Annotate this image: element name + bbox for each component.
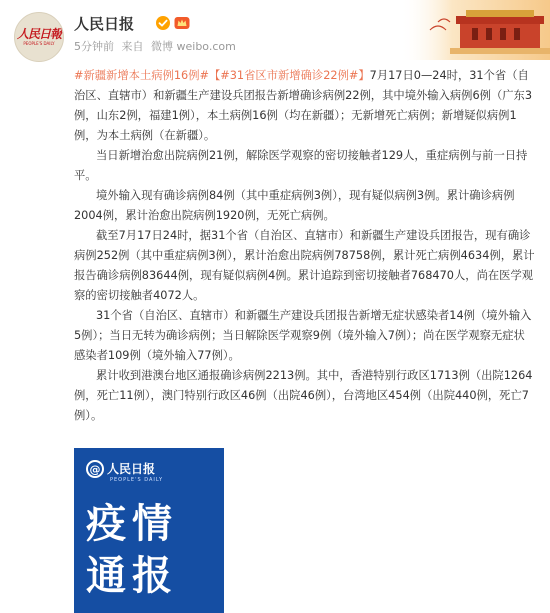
at-icon: @ xyxy=(86,460,104,478)
paragraph-1 xyxy=(74,66,536,146)
paragraph-4: 截至7月17日24时，据31个省（自治区、直辖市）和新疆生产建设兵团报告，现有确诊病例252例（其中重症病例3例），累计治愈出院病例78758例，累计死亡病例4634例，累计报告确诊病例83644例，现有疑似病例4例。累计追踪到密切接触者768470人，尚在医学观察的密切接触者4072人。 xyxy=(74,229,535,302)
avatar-logo-subtext: PEOPLE'S DAILY xyxy=(23,40,55,46)
post-meta xyxy=(74,40,240,54)
vip-crown-icon[interactable] xyxy=(174,15,190,31)
paragraph-5: 31个省（自治区、直辖市）和新疆生产建设兵团报告新增无症状感染者14例（境外输入5例）；当日无转为确诊病例；当日解除医学观察9例（境外输入7例）；尚在医学观察无症状感染者109例（境外输入77例）。 xyxy=(74,309,532,362)
source-prefix: 来自 xyxy=(121,40,144,53)
card-brand-name: 人民日报 xyxy=(107,461,156,476)
card-title-line-1: 疫情 xyxy=(86,501,178,547)
post-text xyxy=(74,66,536,426)
card-brand xyxy=(86,460,155,478)
avatar[interactable] xyxy=(14,12,64,62)
post-source[interactable]: 微博 weibo.com xyxy=(151,40,236,53)
avatar-logo-text: 人民日報 xyxy=(16,26,61,41)
header-banner-decoration xyxy=(400,0,550,60)
paragraph-6: 累计收到港澳台地区通报确诊病例2213例。其中，香港特别行政区1713例（出院1264例，死亡11例），澳门特别行政区46例（出院46例），台湾地区454例（出院440例，死亡7例）。 xyxy=(74,369,533,422)
paragraph-1-text: 7月17日0—24时，31个省（自治区、直辖市）和新疆生产建设兵团报告新增确诊病例22例，其中境外输入病例6例（广东3例，山东2例，福建1例），本土病例16例（均在新疆）；无新增死亡病例；新增疑似病例1例，为本土病例（在新疆）。 xyxy=(74,69,533,142)
epidemic-report-card-image[interactable] xyxy=(74,448,224,613)
post-time[interactable]: 5分钟前 xyxy=(74,40,114,53)
paragraph-2: 当日新增治愈出院病例21例，解除医学观察的密切接触者129人，重症病例与前一日持平。 xyxy=(74,149,528,182)
card-title-line-2: 通报 xyxy=(86,553,178,599)
topic-link-31-provinces[interactable]: 【#31省区市新增确诊22例#】 xyxy=(208,69,370,82)
verified-icon xyxy=(156,16,170,30)
user-name[interactable]: 人民日报 xyxy=(74,15,135,33)
topic-link-xinjiang[interactable]: #新疆新增本土病例16例# xyxy=(74,69,209,82)
paragraph-3: 境外输入现有确诊病例84例（其中重症病例3例），现有疑似病例3例。累计确诊病例2004例，累计治愈出院病例1920例，无死亡病例。 xyxy=(74,189,515,222)
card-brand-subtext: PEOPLE'S DAILY xyxy=(110,477,164,483)
